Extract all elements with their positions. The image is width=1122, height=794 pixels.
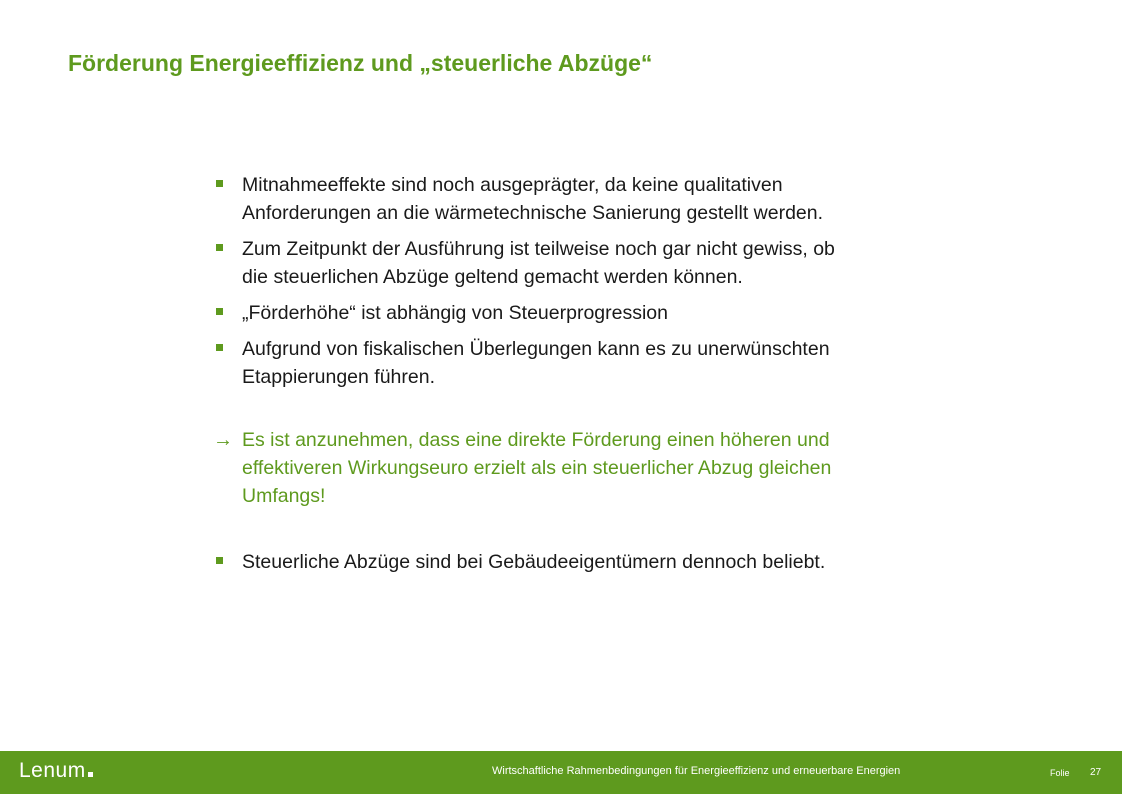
bullet-text: Aufgrund von fiskalischen Überlegungen kann es zu unerwünschten Etappierungen führen. bbox=[242, 338, 830, 388]
arrow-right-icon: → bbox=[213, 429, 233, 451]
company-logo bbox=[19, 759, 93, 783]
bullet-item bbox=[213, 548, 853, 576]
slide-content bbox=[213, 171, 853, 576]
bullet-text: Steuerliche Abzüge sind bei Gebäudeeigentümern dennoch beliebt. bbox=[242, 551, 826, 573]
folie-label: Folie bbox=[1050, 768, 1070, 778]
square-bullet-icon bbox=[216, 557, 223, 564]
slide-title: Förderung Energieeffizienz und „steuerliche Abzüge“ bbox=[68, 50, 653, 76]
conclusion-text: Es ist anzunehmen, dass eine direkte Förderung einen höheren und effektiveren Wirkungseuro erzielt als ein steuerlicher Abzug gleichen Umfangs! bbox=[242, 429, 832, 507]
page-number: 27 bbox=[1090, 767, 1102, 778]
bullet-item bbox=[213, 235, 853, 291]
footer-title: Wirtschaftliche Rahmenbedingungen für Energieeffizienz und erneuerbare Energien bbox=[492, 765, 901, 777]
bullet-text: Zum Zeitpunkt der Ausführung ist teilweise noch gar nicht gewiss, ob die steuerlichen Abzüge geltend gemacht werden können. bbox=[242, 238, 835, 288]
square-bullet-icon bbox=[216, 244, 223, 251]
bullet-item bbox=[213, 171, 853, 227]
square-bullet-icon bbox=[216, 344, 223, 351]
bullet-item bbox=[213, 299, 853, 327]
bullet-item bbox=[213, 335, 853, 391]
logo-dot-icon bbox=[88, 772, 93, 777]
square-bullet-icon bbox=[216, 308, 223, 315]
footer-bar bbox=[0, 751, 1122, 794]
logo-text: Lenum bbox=[19, 759, 86, 782]
bullet-text: „Förderhöhe“ ist abhängig von Steuerprogression bbox=[242, 302, 669, 324]
conclusion-item bbox=[213, 426, 853, 510]
square-bullet-icon bbox=[216, 180, 223, 187]
bullet-text: Mitnahmeeffekte sind noch ausgeprägter, da keine qualitativen Anforderungen an die wärmetechnische Sanierung gestellt werden. bbox=[242, 174, 824, 224]
